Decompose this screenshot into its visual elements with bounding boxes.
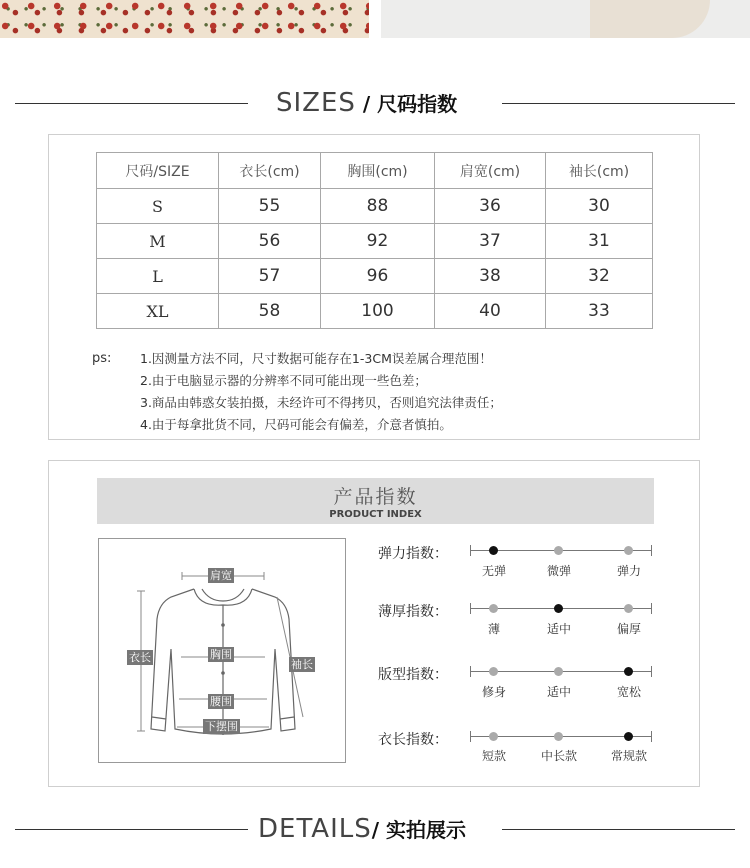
details-title-cn: 实拍展示 [386,818,467,842]
table-cell: 37 [435,224,546,259]
size-table-header [97,153,653,189]
thickness-label: 薄厚指数： [378,604,448,620]
scale-option: 薄 [487,622,501,636]
divider-left [15,103,248,104]
table-row [97,294,653,329]
scale-option: 常规款 [610,749,648,763]
table-cell: 88 [321,189,435,224]
header-cell: 衣长(cm) [219,153,321,189]
sizes-title-en: SIZES [276,88,356,118]
tag-sleeve: 袖长 [291,658,313,671]
table-cell: 30 [546,189,653,224]
table-row [97,189,653,224]
table-cell: 33 [546,294,653,329]
sizes-title-sep: / [355,92,378,116]
sizes-title-cn: 尺码指数 [377,92,458,116]
table-cell: 55 [219,189,321,224]
table-row [97,259,653,294]
table-cell: 92 [321,224,435,259]
size-cell: L [97,259,219,294]
size-cell: XL [97,294,219,329]
scale-option: 修身 [481,685,507,699]
table-cell: 31 [546,224,653,259]
product-index-title-cn: 产品指数 [333,486,418,508]
table-cell: 36 [435,189,546,224]
scale-option: 中长款 [540,749,578,763]
table-cell: 96 [321,259,435,294]
header-cell: 胸围(cm) [321,153,435,189]
indicator-dot [624,604,633,613]
length-scale [470,731,652,743]
elasticity-scale [470,545,652,557]
note-item: 1.因测量方法不同，尺寸数据可能存在1-3CM误差属合理范围！ [140,351,492,366]
size-table [96,152,653,329]
divider-right [502,829,735,830]
fit-scale [470,666,652,678]
header-cell: 尺码/SIZE [97,153,219,189]
indicator-dot [624,546,633,555]
indicator-dot [554,546,563,555]
table-cell: 32 [546,259,653,294]
indicator-dot [489,604,498,613]
tag-waist: 腰围 [210,695,232,708]
header-cell: 肩宽(cm) [435,153,546,189]
details-title-sep: / [371,818,387,842]
notes-prefix: ps: [92,351,112,366]
divider-right [502,103,735,104]
indicator-dot [489,732,498,741]
scale-option: 适中 [546,622,572,636]
table-cell: 57 [219,259,321,294]
shirt-measurement-diagram [98,538,346,763]
length-label: 衣长指数： [378,732,448,748]
indicator-dot-selected [489,546,498,555]
indicator-dot [554,732,563,741]
product-photo-left [0,0,369,38]
note-item: 3.商品由韩惑女装拍摄，未经许可不得拷贝，否则追究法律责任； [140,395,502,410]
scale-option: 弹力 [616,564,642,578]
indicator-dot-selected [624,667,633,676]
scale-option: 短款 [481,749,507,763]
note-item: 4.由于每拿批货不同，尺码可能会有偏差，介意者慎拍。 [140,417,452,432]
table-row [97,224,653,259]
sizes-section-title [276,88,457,118]
details-section-title [258,814,466,844]
indicator-dot [554,667,563,676]
product-index-banner [97,478,654,524]
size-cell: M [97,224,219,259]
table-cell: 100 [321,294,435,329]
tag-length: 衣长 [129,651,151,664]
table-cell: 56 [219,224,321,259]
note-item: 2.由于电脑显示器的分辨率不同可能出现一些色差； [140,373,427,388]
product-photo-right [381,0,750,38]
divider-left [15,829,248,830]
fit-label: 版型指数： [378,667,448,683]
scale-option: 宽松 [616,685,642,699]
details-title-en: DETAILS [258,814,372,844]
tag-shoulder: 肩宽 [210,569,232,582]
tag-chest: 胸围 [210,648,232,661]
table-cell: 40 [435,294,546,329]
scale-option: 偏厚 [616,622,642,636]
product-index-title-en: PRODUCT INDEX [329,509,422,520]
indicator-dot [489,667,498,676]
tag-hem: 下摆围 [205,720,238,733]
table-cell: 58 [219,294,321,329]
elasticity-label: 弹力指数： [378,546,448,562]
scale-option: 无弹 [481,564,507,578]
indicator-dot-selected [554,604,563,613]
scale-option: 微弹 [546,564,572,578]
table-cell: 38 [435,259,546,294]
thickness-scale [470,603,652,615]
scale-option: 适中 [546,685,572,699]
size-cell: S [97,189,219,224]
indicator-dot-selected [624,732,633,741]
header-cell: 袖长(cm) [546,153,653,189]
